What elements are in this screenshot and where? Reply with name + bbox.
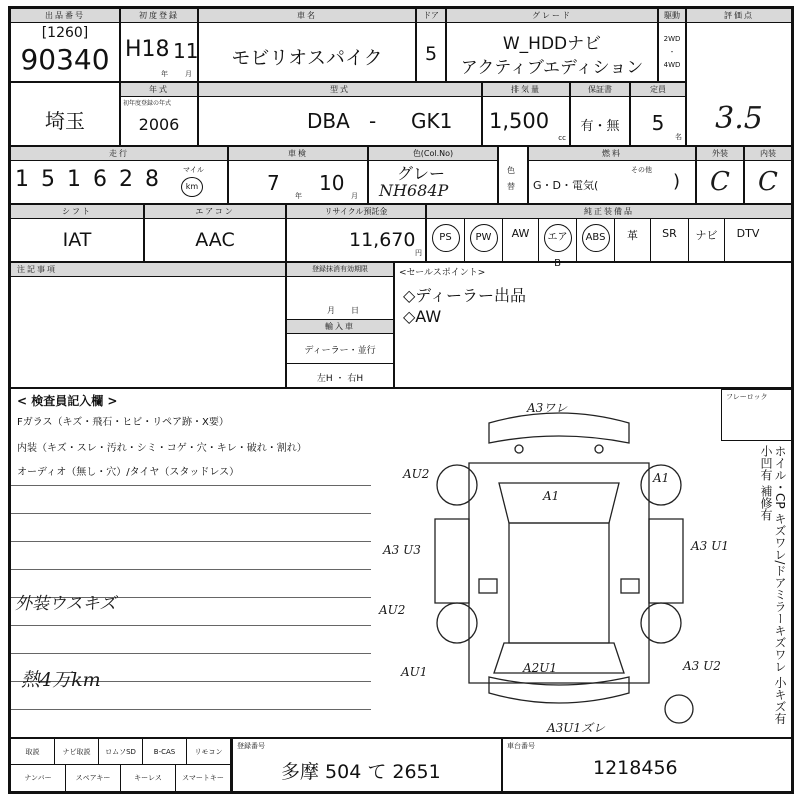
seats-box: [630, 82, 686, 146]
equipment-box: [426, 204, 792, 269]
damage-mark: A1: [543, 489, 560, 503]
seats-value: 5: [651, 111, 665, 135]
plate-box: [232, 738, 502, 792]
document-item: ナンバー: [11, 765, 66, 791]
shift-label: シフト: [11, 205, 143, 219]
drive-box: [658, 8, 686, 82]
inspection-box: [228, 146, 368, 204]
model-year-box: [120, 82, 198, 146]
car-name: モビリオスパイク: [231, 47, 383, 69]
color-code: NH684P: [379, 181, 449, 200]
equipment-cell: [577, 218, 615, 261]
damage-mark: AU2: [403, 467, 430, 481]
inspector-label: < 検査員記入欄 >: [17, 394, 118, 408]
mile-unit: マイル: [183, 166, 204, 174]
sales-points-label: <セールスポイント>: [399, 268, 486, 278]
chassis-box: [502, 738, 792, 792]
recycle-box: [286, 204, 426, 262]
doors-value: 5: [424, 43, 438, 65]
sales-point-1: ◇ディーラー出品: [403, 286, 527, 305]
document-item: スペアキー: [66, 765, 121, 791]
chassis-label: 車台番号: [507, 742, 535, 750]
score-label: 評価点: [687, 9, 791, 23]
documents-box: [10, 738, 232, 792]
inspector-line-3: オーディオ（無し・穴）/タイヤ（スタッドレス）: [17, 467, 240, 478]
type-box: [198, 82, 482, 146]
car-name-box: [198, 8, 416, 82]
document-item: キーレス: [121, 765, 176, 791]
document-item: 取説: [11, 739, 55, 765]
fuel-label: 燃料: [529, 147, 695, 161]
damage-mark: A3 U3: [383, 543, 421, 557]
mileage-digit: 1: [67, 167, 93, 192]
area-value: 埼玉: [45, 109, 85, 133]
model-year-value: 2006: [138, 115, 180, 134]
inspection-label: 車検: [229, 147, 367, 161]
equipment-item: エアB: [544, 224, 572, 252]
first-registration-box: [120, 8, 198, 82]
equipment-item: SR: [662, 227, 677, 240]
lot-prefix: [1260]: [41, 25, 89, 41]
exterior-grade: C: [710, 167, 730, 197]
interior-grade: C: [758, 167, 778, 197]
fuel-box: [528, 146, 696, 204]
handwritten-note-2: 熱4万km: [21, 669, 101, 691]
equipment-item: AW: [511, 227, 530, 240]
displacement-label: 排気量: [483, 83, 569, 97]
sales-points-box: [394, 262, 792, 388]
equipment-label: 純正装備品: [427, 205, 791, 219]
mileage-digit: 8: [145, 167, 171, 192]
seat-unit: 名: [675, 133, 682, 141]
area-box: [10, 82, 120, 146]
warranty-value: 有・無: [580, 119, 620, 134]
doors-label: ドア: [417, 9, 445, 23]
displacement-value: 1,500: [489, 109, 550, 133]
inspection-year-unit: 年: [295, 192, 302, 200]
side-note: ホイル・CP キズワレ/ドアミラーキズワレ 小キズ有 小凹有 補修有: [759, 445, 787, 725]
plate-label: 登録番号: [237, 742, 265, 750]
inspection-sheet: [8, 6, 794, 794]
color-box: [368, 146, 498, 204]
inspector-line-2: 内装（キズ・スレ・汚れ・シミ・コゲ・穴・キレ・破れ・割れ）: [17, 443, 307, 454]
recycle-label: リサイクル預託金: [287, 205, 425, 219]
equipment-cell: [689, 218, 725, 261]
fuel-close: ): [673, 171, 681, 192]
grade-box: [446, 8, 658, 82]
equipment-item: ナビ: [695, 229, 718, 242]
chassis-value: 1218456: [593, 757, 678, 779]
inspector-area: [10, 388, 792, 738]
car-name-label: 車名: [199, 9, 415, 23]
exterior-box: [696, 146, 744, 204]
grade-label: グレード: [447, 9, 657, 23]
inspection-year: 7: [267, 171, 280, 195]
drive-label: 駆動: [659, 9, 685, 23]
inspector-line-1: Fガラス（キズ・飛石・ヒビ・リペア跡・X要）: [17, 417, 229, 428]
mileage-digit: 6: [93, 167, 119, 192]
document-item: B-CAS: [143, 739, 187, 765]
equipment-cell: [503, 218, 539, 261]
aircon-box: [144, 204, 286, 262]
handwritten-note-1: 外装ウスキズ: [15, 594, 117, 614]
exterior-label: 外装: [697, 147, 743, 161]
document-item: ナビ取説: [55, 739, 99, 765]
equipment-cell: [427, 218, 465, 261]
score-value: 3.5: [715, 101, 763, 136]
first-registration-label: 初度登録: [121, 9, 197, 23]
type-prefix: DBA: [307, 109, 350, 133]
mileage-digit: 2: [119, 167, 145, 192]
aircon-label: エアコン: [145, 205, 285, 219]
document-item: リモコン: [187, 739, 231, 765]
mileage-digit: 1: [15, 167, 41, 192]
type-dash: -: [369, 109, 377, 133]
frame-lock-label: フレーロック: [726, 393, 768, 401]
damage-mark: A2U1: [523, 661, 558, 675]
month-unit: 月: [185, 70, 192, 78]
document-item: スマートキー: [176, 765, 231, 791]
recycle-unit: 円: [415, 249, 422, 257]
handle-value: 左H ・ 右H: [316, 374, 364, 384]
equipment-cell: [651, 218, 689, 261]
equipment-item: PW: [470, 224, 498, 252]
equipment-item: ABS: [582, 224, 610, 252]
shift-box: [10, 204, 144, 262]
import-label: 輸入車: [287, 320, 393, 334]
drive-4wd: 4WD: [663, 61, 681, 69]
grade-line2: アクティブエディション: [460, 58, 644, 78]
lot-number: 90340: [20, 43, 110, 76]
color-label: 色(Col.No): [369, 147, 497, 161]
first-reg-month: 11: [173, 39, 199, 63]
equipment-cell: [465, 218, 503, 261]
grade-line1: W_HDDナビ: [502, 34, 602, 54]
recycle-fee: 11,670: [349, 229, 416, 251]
damage-mark: A3U1ズレ: [547, 721, 606, 735]
equipment-cell: [539, 218, 577, 269]
damage-mark: AU2: [379, 603, 406, 617]
import-value: ディーラー・並行: [304, 346, 376, 356]
drive-2wd: 2WD: [663, 35, 681, 43]
mileage-label: 走行: [11, 147, 227, 161]
inspection-month-unit: 月: [351, 192, 358, 200]
interior-box: [744, 146, 792, 204]
score-box: [686, 8, 792, 146]
equipment-item: PS: [432, 224, 460, 252]
km-unit: km: [185, 182, 199, 191]
km-unit-circle: [181, 177, 203, 197]
fuel-value: G・D・電気(: [533, 179, 599, 192]
registration-box: [286, 262, 394, 388]
notes-label: 注記事項: [11, 263, 285, 277]
color-change-label: 色替: [507, 166, 515, 191]
car-diagram: [379, 393, 739, 739]
damage-mark: A3 U2: [683, 659, 721, 673]
equipment-cell: [615, 218, 651, 261]
damage-mark: A3ワレ: [527, 401, 568, 415]
equipment-cell: [725, 218, 771, 261]
cc-unit: cc: [558, 134, 566, 142]
aircon-value: AAC: [195, 229, 235, 251]
color-change-box: [498, 146, 528, 204]
warranty-label: 保証書: [571, 83, 629, 97]
equipment-item: DTV: [736, 227, 760, 240]
notes-box: [10, 262, 286, 388]
type-code: GK1: [411, 109, 453, 133]
lot-number-box: [10, 8, 120, 82]
model-year-note: 初年度登録の年式: [123, 100, 172, 107]
mileage-box: [10, 146, 228, 204]
mileage-digits: [15, 167, 171, 192]
sales-point-2: ◇AW: [403, 307, 442, 326]
shift-value: IAT: [62, 229, 92, 251]
inspection-month: 10: [319, 171, 345, 195]
registration-month: 月 日: [327, 306, 359, 315]
mileage-digit: 5: [41, 167, 67, 192]
plate-value: 多摩 504 て 2651: [281, 761, 441, 783]
fuel-other: その他: [631, 166, 652, 174]
type-label: 型式: [199, 83, 481, 97]
document-item: ロムソSD: [99, 739, 143, 765]
warranty-box: [570, 82, 630, 146]
damage-mark: A3 U1: [691, 539, 729, 553]
damage-mark: A1: [653, 471, 670, 485]
interior-label: 内装: [745, 147, 791, 161]
seats-label: 定員: [631, 83, 685, 97]
damage-mark: AU1: [401, 665, 428, 679]
registration-label: 登録抹消有効期限: [287, 263, 393, 277]
drive-dot: ・: [668, 48, 676, 56]
lot-number-label: 出品番号: [11, 9, 119, 23]
displacement-box: [482, 82, 570, 146]
color-value: グレー: [397, 164, 446, 183]
first-reg-era: H18: [125, 37, 170, 62]
doors-box: [416, 8, 446, 82]
model-year-label: 年式: [121, 83, 197, 97]
equipment-item: 革: [627, 229, 638, 242]
year-unit: 年: [161, 70, 168, 78]
